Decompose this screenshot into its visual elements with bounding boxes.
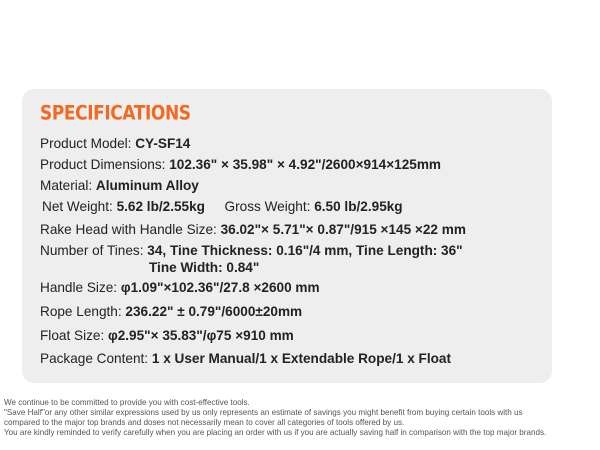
spec-weights [42, 199, 403, 215]
spec-rake-head [40, 222, 466, 238]
spec-label: Product Dimensions: [40, 157, 166, 172]
spec-value: Tine Width: 0.84" [149, 260, 260, 275]
spec-value: CY-SF14 [135, 136, 191, 151]
spec-value: 6.50 lb/2.95kg [314, 199, 403, 214]
spec-product-model [40, 136, 190, 152]
spec-float-size [40, 328, 294, 344]
footnote-line: We continue to be committed to provide you with cost-effective tools. [4, 398, 250, 407]
spec-value: 36.02"× 5.71"× 0.87"/915 ×145 ×22 mm [220, 222, 466, 237]
spec-value: Aluminum Alloy [95, 178, 199, 193]
spec-label: Number of Tines: [40, 243, 144, 258]
spec-tines [40, 243, 463, 259]
spec-handle-size [40, 280, 320, 296]
spec-material [40, 178, 199, 194]
spec-label: Handle Size: [40, 280, 118, 295]
spec-label: Rope Length: [40, 304, 122, 319]
spec-value: 5.62 lb/2.55kg [116, 199, 205, 214]
spec-label: Float Size: [40, 328, 105, 343]
spec-label: Product Model: [40, 136, 132, 151]
disclaimer-footnote [4, 398, 600, 438]
spec-value: φ2.95"× 35.83"/φ75 ×910 mm [108, 328, 294, 343]
spec-value: 102.36" × 35.98" × 4.92"/2600×914×125mm [169, 157, 442, 172]
spec-label: Rake Head with Handle Size: [40, 222, 217, 237]
spec-value: φ1.09"×102.36"/27.8 ×2600 mm [120, 280, 320, 295]
specifications-title: SPECIFICATIONS [40, 102, 191, 125]
spec-label: Package Content: [40, 351, 149, 366]
spec-value: 236.22" ± 0.79"/6000±20mm [125, 304, 303, 319]
spec-value: 1 x User Manual/1 x Extendable Rope/1 x Float [151, 351, 452, 366]
footnote-line: compared to the major top brands and doses not necessarily mean to cover all categories of tools offered by us. [4, 418, 405, 427]
footnote-line: "Save Half"or any other similar expressions used by us only represents an estimate of savings you might benefit from buying certain tools with us [4, 408, 523, 417]
spec-tines-continued [149, 260, 259, 276]
spec-label: Gross Weight: [224, 199, 311, 214]
spec-label: Material: [40, 178, 93, 193]
specifications-card [22, 89, 552, 383]
footnote-line: You are kindly reminded to verify carefully when you are placing an order with us if you are actually saving half in comparison with the top major brands. [4, 428, 547, 437]
spec-value: 34, Tine Thickness: 0.16"/4 mm, Tine Length: 36" [147, 243, 463, 258]
spec-label: Net Weight: [42, 199, 113, 214]
spec-product-dimensions [40, 157, 441, 173]
spec-package-content [40, 351, 451, 367]
spec-rope-length [40, 304, 302, 320]
